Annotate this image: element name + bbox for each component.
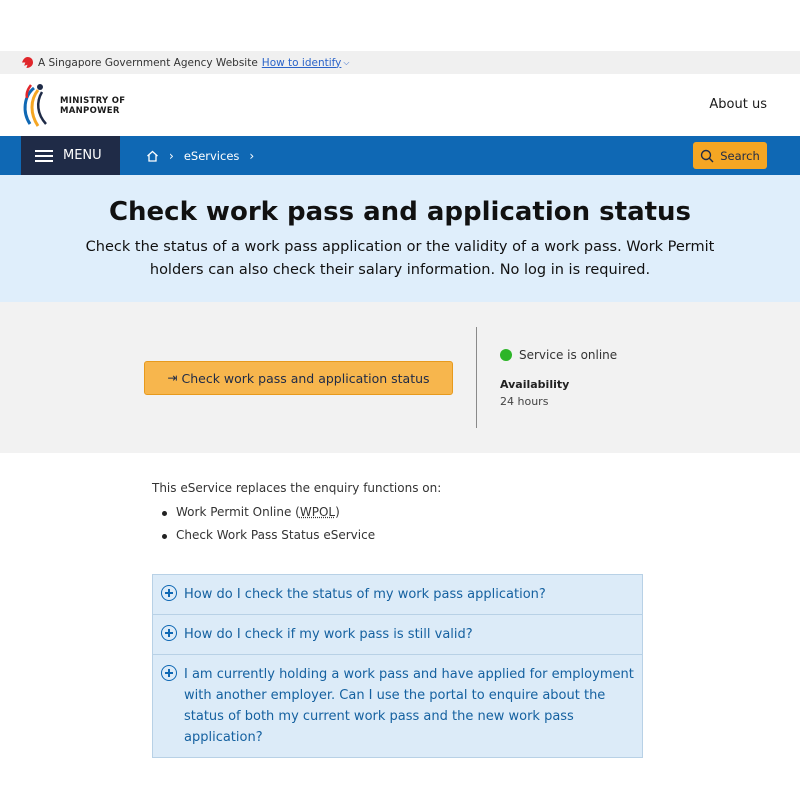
wpol-abbr: WPOL	[299, 505, 336, 519]
mom-logo-icon	[20, 82, 56, 130]
check-status-label: Check work pass and application status	[181, 370, 430, 386]
logo-text: MINISTRY OF MANPOWER	[60, 96, 126, 116]
replaced-services-list	[152, 505, 642, 542]
page-description: Check the status of a work pass application or the validity of a work pass. Work Permit holders can also check their salary information. No log in is required.	[85, 239, 715, 278]
gov-banner-text: A Singapore Government Agency Website	[38, 56, 258, 69]
hero-section	[0, 175, 800, 302]
service-status	[500, 348, 617, 362]
breadcrumb	[146, 136, 264, 175]
availability-value: 24 hours	[500, 395, 549, 408]
intro-text: This eService replaces the enquiry functions on:	[152, 481, 442, 495]
hamburger-icon	[35, 150, 53, 162]
faq-question: How do I check the status of my work pass application?	[184, 587, 546, 602]
search-button[interactable]	[693, 142, 767, 169]
search-label: Search	[720, 148, 760, 163]
faq-item[interactable]	[152, 614, 643, 654]
list-item: Check Work Pass Status eService	[152, 528, 642, 542]
faq-item[interactable]	[152, 574, 643, 614]
nav-bar	[0, 136, 800, 175]
how-to-identify-link[interactable]: How to identify	[261, 56, 342, 69]
site-header	[0, 74, 800, 136]
list-item: Work Permit Online (WPOL)	[152, 505, 642, 519]
online-status-icon	[500, 349, 512, 361]
plus-circle-icon	[161, 665, 177, 681]
faq-question: I am currently holding a work pass and have applied for employment with another employer. Can I use the portal to enquire about the status of both my current work pass and the new work pass application?	[184, 667, 634, 745]
search-icon	[700, 149, 714, 163]
availability-label: Availability	[500, 378, 570, 391]
plus-circle-icon	[161, 625, 177, 641]
check-status-button[interactable]	[144, 361, 453, 395]
login-icon: ⇥	[167, 371, 178, 385]
gov-banner	[0, 51, 800, 74]
faq-accordion	[152, 574, 643, 758]
home-icon[interactable]	[146, 150, 159, 162]
menu-button[interactable]	[21, 136, 120, 175]
divider	[476, 327, 477, 428]
service-panel	[0, 302, 800, 453]
page-title: Check work pass and application status	[108, 197, 692, 227]
chevron-right-icon: ›	[249, 148, 255, 163]
plus-circle-icon	[161, 585, 177, 601]
chevron-down-icon[interactable]: ⌵	[343, 57, 350, 67]
faq-item[interactable]	[152, 654, 643, 758]
about-us-link[interactable]: About us	[709, 97, 767, 112]
mom-logo[interactable]	[20, 82, 140, 130]
breadcrumb-eservices[interactable]: eServices	[183, 148, 240, 163]
service-status-text: Service is online	[519, 348, 618, 362]
lion-head-icon	[22, 57, 33, 68]
menu-label: MENU	[63, 148, 102, 163]
main-content	[152, 453, 642, 551]
faq-question: How do I check if my work pass is still valid?	[184, 627, 473, 642]
chevron-right-icon: ›	[169, 148, 174, 163]
